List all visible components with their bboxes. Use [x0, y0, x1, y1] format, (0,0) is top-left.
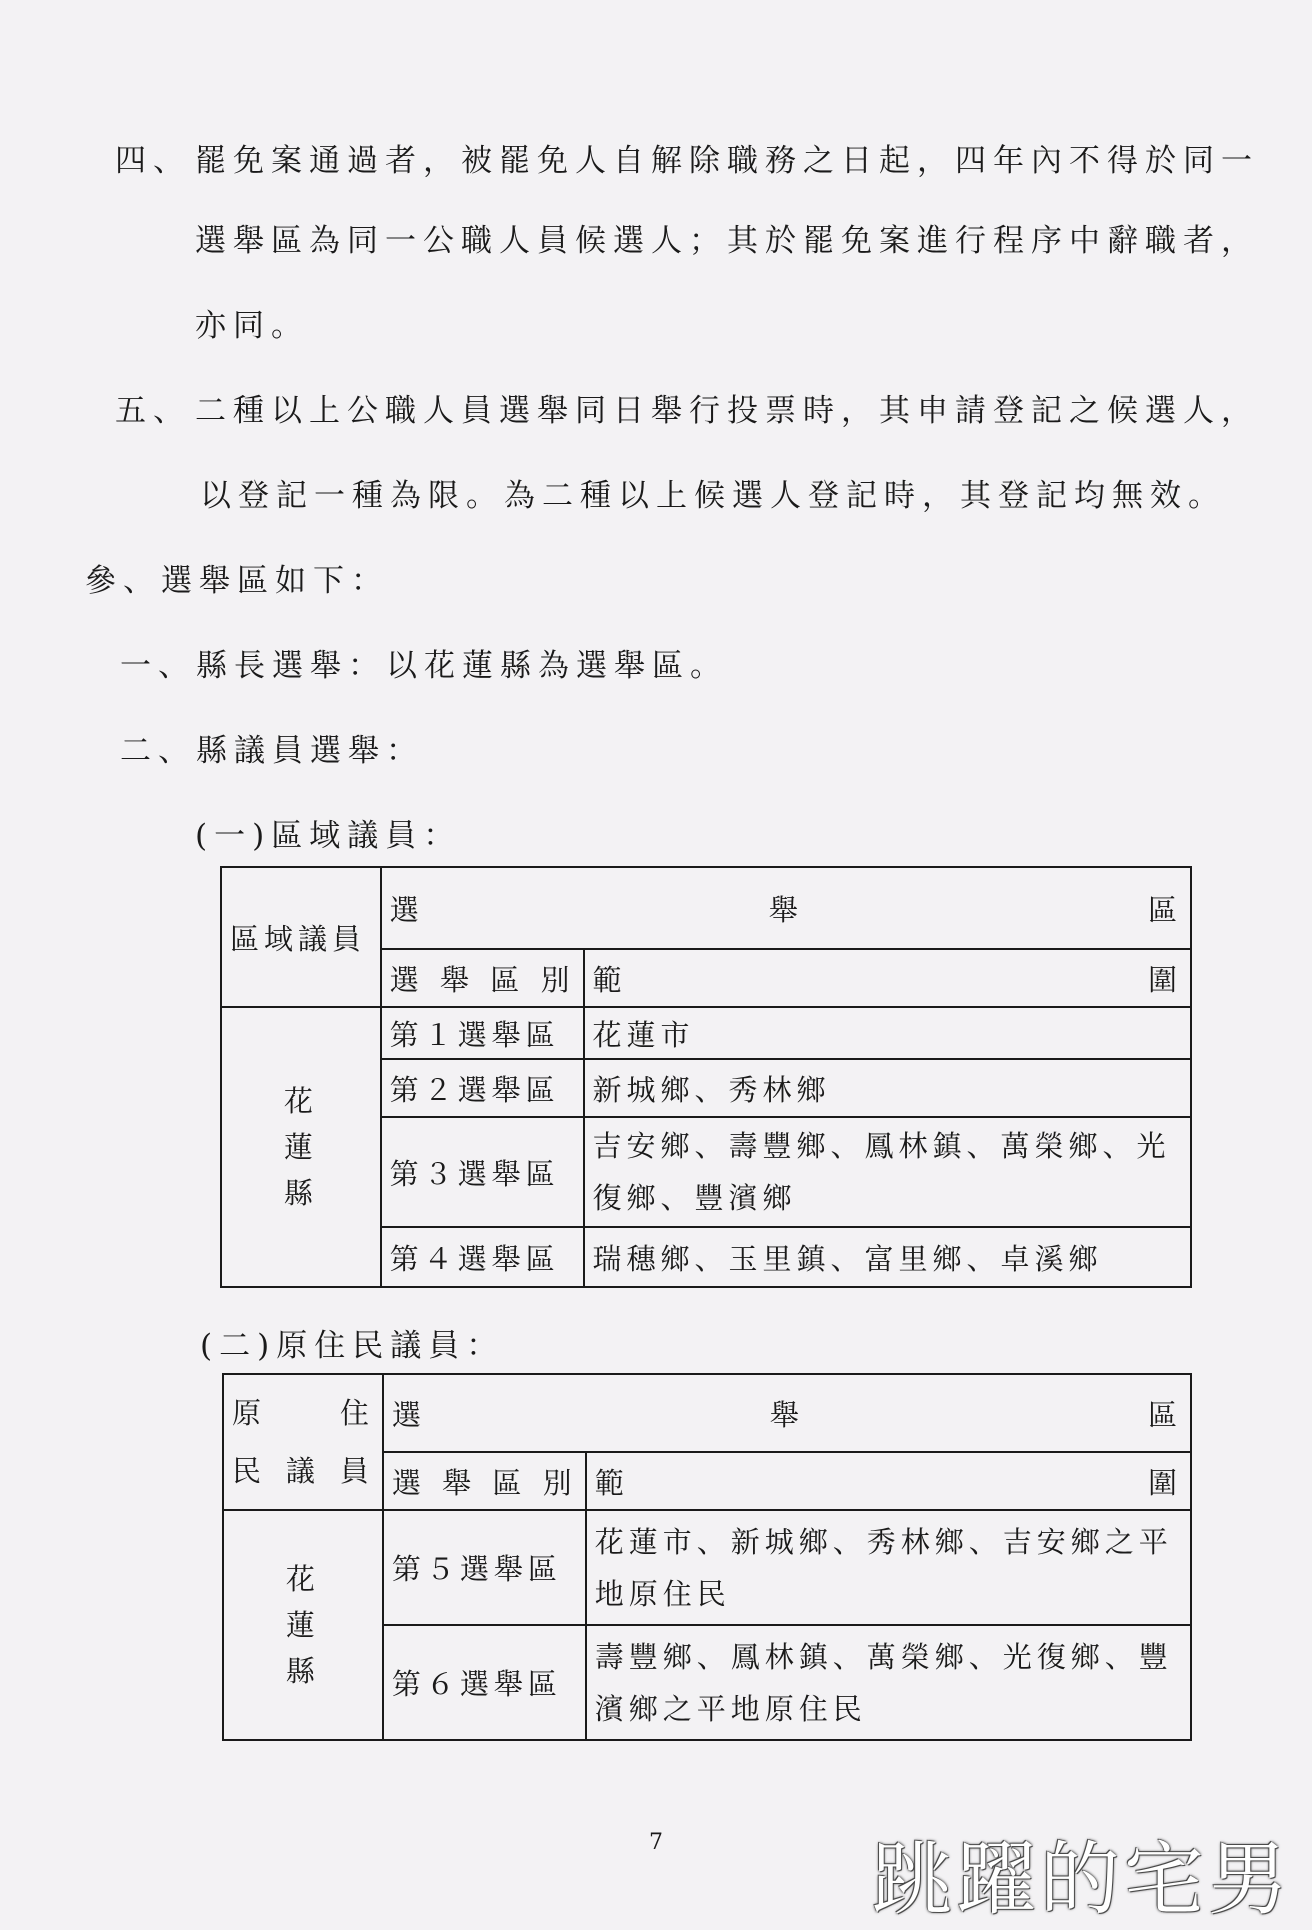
section-heading: 參、選舉區如下：: [85, 563, 389, 599]
header-corner-char: 民: [232, 1454, 267, 1488]
table2-caption: (二)原住民議員：: [200, 1328, 505, 1364]
section-item-2: 二、縣議員選舉：: [120, 733, 424, 769]
clause-four-line-1: [115, 135, 1259, 180]
header-top-char: 舉: [769, 1397, 804, 1432]
indigenous-councilor-table: [222, 1373, 1192, 1741]
header-district-label: [381, 949, 584, 1007]
scope-cell: 瑞穗鄉、玉里鎮、富里鄉、卓溪鄉: [584, 1227, 1191, 1287]
district-cell: 第１選舉區: [381, 1007, 584, 1059]
header-sub-char: 範: [594, 1465, 629, 1500]
scope-cell: 新城鄉、秀林鄉: [584, 1059, 1191, 1117]
county-char: 花: [283, 1084, 318, 1118]
header-corner: 區域議員: [221, 867, 381, 1007]
county-cell: [221, 1007, 381, 1287]
regional-councilor-table: [220, 866, 1192, 1288]
table1-caption: (一)區域議員：: [195, 818, 462, 854]
header-top: [381, 867, 1191, 949]
district-cell: 第３選舉區: [381, 1117, 584, 1227]
district-cell: 第６選舉區: [383, 1625, 586, 1740]
header-top: [383, 1374, 1191, 1452]
header-sub-char: 選: [391, 1465, 426, 1500]
header-sub-char: 別: [540, 962, 575, 997]
district-cell: 第４選舉區: [381, 1227, 584, 1287]
scope-cell: 壽豐鄉、鳳林鎮、萬榮鄉、光復鄉、豐濱鄉之平地原住民: [586, 1625, 1191, 1740]
section-item-1: 一、縣長選舉：以花蓮縣為選舉區。: [120, 648, 728, 684]
header-top-char: 舉: [768, 892, 803, 927]
clause-five-line-2: 以登記一種為限。為二種以上候選人登記時，其登記均無效。: [200, 478, 1226, 514]
district-cell: 第５選舉區: [383, 1510, 586, 1625]
clause-four-text-1: 罷免案通過者，被罷免人自解除職務之日起，四年內不得於同一: [195, 143, 1259, 179]
header-sub-char: 圍: [1147, 1465, 1182, 1500]
header-sub-char: 區: [492, 1465, 527, 1500]
scope-cell: 吉安鄉、壽豐鄉、鳳林鎮、萬榮鄉、光復鄉、豐濱鄉: [584, 1117, 1191, 1227]
header-sub-char: 圍: [1147, 962, 1182, 997]
header-corner-char: 原: [232, 1396, 267, 1430]
county-cell: [223, 1510, 383, 1740]
header-top-char: 區: [1147, 892, 1182, 927]
clause-four-line-2: 選舉區為同一公職人員候選人；其於罷免案進行程序中辭職者，: [195, 223, 1259, 259]
scope-cell: 花蓮市: [584, 1007, 1191, 1059]
header-district-label: [383, 1452, 586, 1510]
scope-cell: 花蓮市、新城鄉、秀林鄉、吉安鄉之平地原住民: [586, 1510, 1191, 1625]
watermark: 跳躍的宅男: [872, 1833, 1292, 1926]
header-corner-char: 議: [285, 1454, 320, 1488]
header-top-char: 選: [389, 892, 424, 927]
header-sub-char: 範: [592, 962, 627, 997]
header-sub-char: 選: [389, 962, 424, 997]
header-corner: [223, 1374, 383, 1510]
header-sub-char: 舉: [439, 962, 474, 997]
county-char: 蓮: [285, 1608, 320, 1642]
clause-four-line-3: 亦同。: [195, 308, 309, 344]
header-sub-char: 區: [490, 962, 525, 997]
clause-five-text-1: 二種以上公職人員選舉同日舉行投票時，其申請登記之候選人，: [195, 393, 1259, 429]
header-scope-label: [584, 949, 1191, 1007]
header-corner-char: 員: [339, 1454, 374, 1488]
header-corner-char: 住: [339, 1396, 374, 1430]
header-sub-char: 舉: [442, 1465, 477, 1500]
clause-five-line-1: [115, 385, 1259, 430]
county-char: 縣: [283, 1176, 318, 1210]
district-cell: 第２選舉區: [381, 1059, 584, 1117]
header-top-char: 選: [391, 1397, 426, 1432]
county-char: 縣: [285, 1654, 320, 1688]
county-char: 蓮: [283, 1130, 318, 1164]
page-number: 7: [649, 1830, 663, 1855]
clause-four-number: 四、: [115, 143, 191, 179]
header-top-char: 區: [1147, 1397, 1182, 1432]
header-sub-char: 別: [542, 1465, 577, 1500]
header-scope-label: [586, 1452, 1191, 1510]
county-char: 花: [285, 1562, 320, 1596]
clause-five-number: 五、: [115, 393, 191, 429]
